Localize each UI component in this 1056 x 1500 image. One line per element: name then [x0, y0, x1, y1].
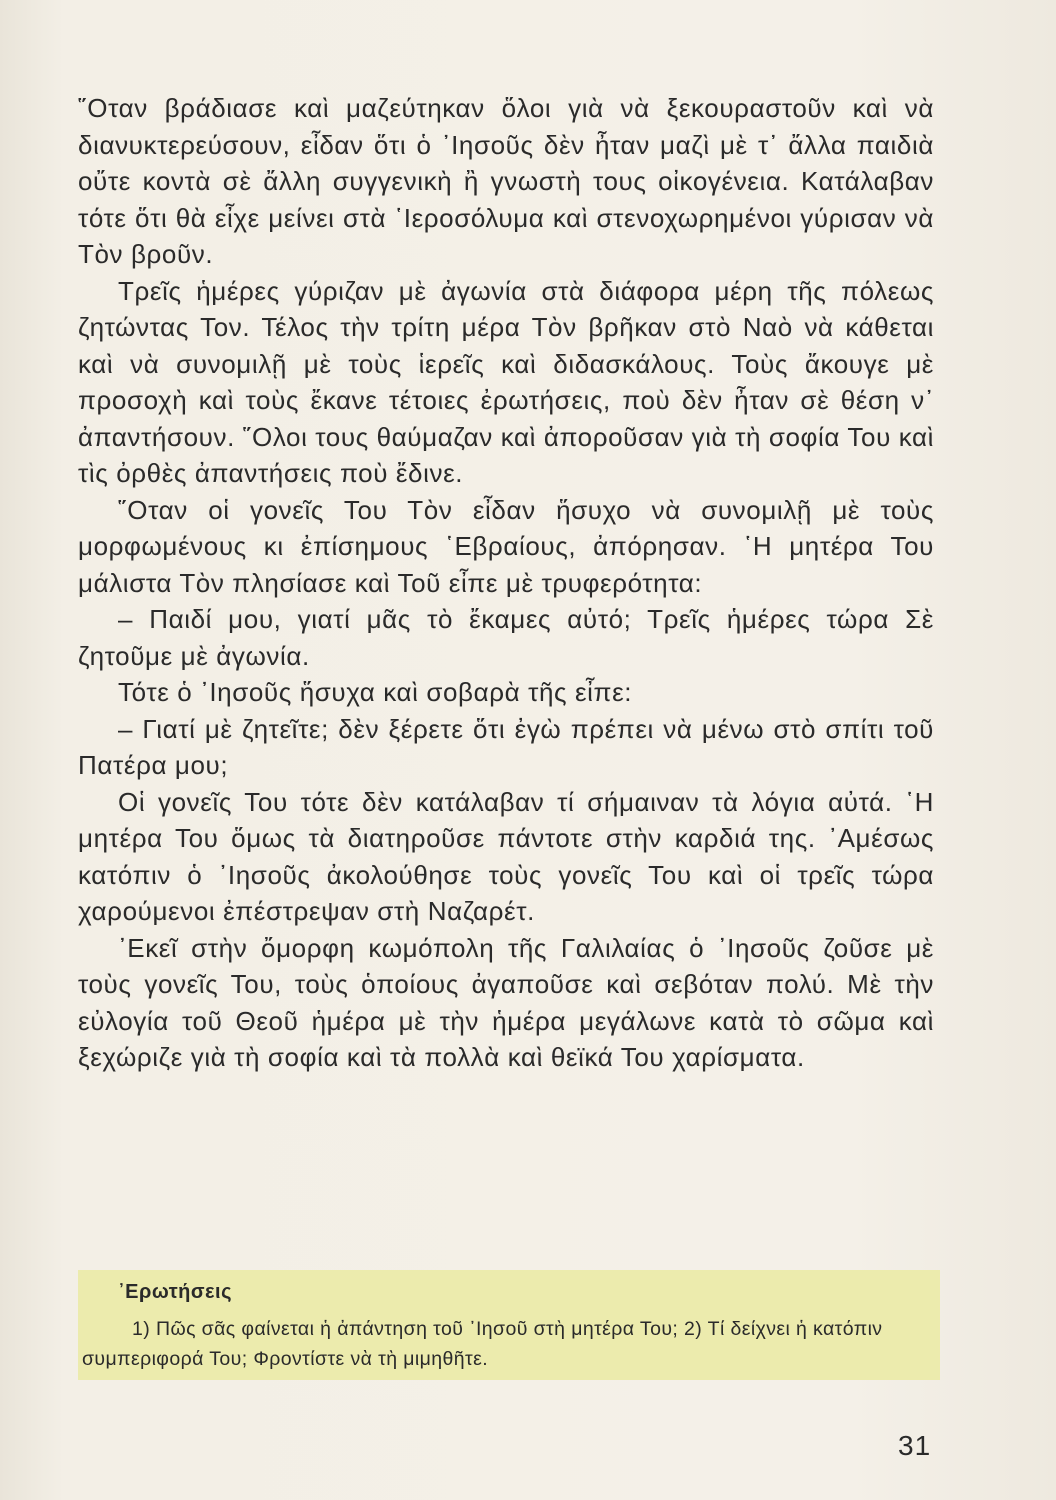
- paragraph-5: Τότε ὁ ᾿Ιησοῦς ἥσυχα καὶ σοβαρὰ τῆς εἶπε:: [118, 677, 633, 707]
- paragraph-8: ᾿Εκεῖ στὴν ὄμορφη κωμόπολη τῆς Γαλιλαίας ὁ ᾿Ιησοῦς ζοῦσε μὲ τοὺς γονεῖς Του, τοὺς ὁποίους ἀγαποῦσε καὶ σεβόταν πολύ. Μὲ τὴν εὐλογία τοῦ Θεοῦ ἡμέρα μὲ τὴν ἡμέρα μεγάλωνε κατὰ τὸ σῶμα καὶ ξεχώριζε γιὰ τὴ σοφία καὶ τὰ πολλὰ καὶ θεϊκά Του χαρίσματα.: [78, 932, 934, 1072]
- questions-box: [78, 1270, 940, 1380]
- story-text: [78, 90, 934, 1076]
- questions-text: 1) Πῶς σᾶς φαίνεται ἡ ἀπάντηση τοῦ ᾿Ιησοῦ στὴ μητέρα Του; 2) Τί δείχνει ἡ κατόπιν συμπεριφορά Του; Φροντίστε νὰ τὴ μιμηθῆτε.: [82, 1318, 883, 1370]
- paragraph-3: ῞Οταν οἱ γονεῖς Του Τὸν εἶδαν ἥσυχο νὰ συνομιλῇ μὲ τοὺς μορφωμένους κι ἐπίσημους ῾Εβραίους, ἀπόρησαν. ῾Η μητέρα Του μάλιστα Τὸν πλησίασε καὶ Τοῦ εἶπε μὲ τρυφερότητα:: [78, 494, 934, 598]
- paragraph-2: Τρεῖς ἡμέρες γύριζαν μὲ ἀγωνία στὰ διάφορα μέρη τῆς πόλεως ζητώντας Τον. Τέλος τὴν τρίτη μέρα Τὸν βρῆκαν στὸ Ναὸ νὰ κάθεται καὶ νὰ συνομιλῇ μὲ τοὺς ἱερεῖς καὶ διδασκάλους. Τοὺς ἄκουγε μὲ προσοχὴ καὶ τοὺς ἔκανε τέτοιες ἐρωτήσεις, ποὺ δὲν ἦταν σὲ θέση ν᾿ ἀπαντήσουν. ῞Ολοι τους θαύμαζαν καὶ ἀποροῦσαν γιὰ τὴ σοφία Του καὶ τὶς ὀρθὲς ἀπαντήσεις ποὺ ἔδινε.: [78, 275, 934, 488]
- page-number: 31: [898, 1430, 932, 1461]
- questions-title: ᾿Ερωτήσεις: [118, 1281, 232, 1303]
- dialogue-jesus: – Γιατί μὲ ζητεῖτε; δὲν ξέρετε ὅτι ἐγὼ πρέπει νὰ μένω στὸ σπίτι τοῦ Πατέρα μου;: [78, 713, 934, 780]
- paragraph-1: ῞Οταν βράδιασε καὶ μαζεύτηκαν ὅλοι γιὰ νὰ ξεκουραστοῦν καὶ νὰ διανυκτερεύσουν, εἶδαν ὅτι ὁ ᾿Ιησοῦς δὲν ἦταν μαζὶ μὲ τ᾿ ἄλλα παιδιὰ οὔτε κοντὰ σὲ ἄλλη συγγενικὴ ἢ γνωστὴ τους οἰκογένεια. Κατάλαβαν τότε ὅτι θὰ εἶχε μείνει στὰ ῾Ιεροσόλυμα καὶ στενοχωρημένοι γύρισαν νὰ Τὸν βροῦν.: [78, 93, 934, 269]
- paragraph-7: Οἱ γονεῖς Του τότε δὲν κατάλαβαν τί σήμαιναν τὰ λόγια αὐτά. ῾Η μητέρα Του ὅμως τὰ διατηροῦσε πάντοτε στὴν καρδιά της. ᾿Αμέσως κατόπιν ὁ ᾿Ιησοῦς ἀκολούθησε τοὺς γονεῖς Του καὶ οἱ τρεῖς τώρα χαρούμενοι ἐπέστρεψαν στὴ Ναζαρέτ.: [78, 786, 934, 926]
- dialogue-mother: – Παιδί μου, γιατί μᾶς τὸ ἔκαμες αὐτό; Τρεῖς ἡμέρες τώρα Σὲ ζητοῦμε μὲ ἀγωνία.: [78, 604, 934, 671]
